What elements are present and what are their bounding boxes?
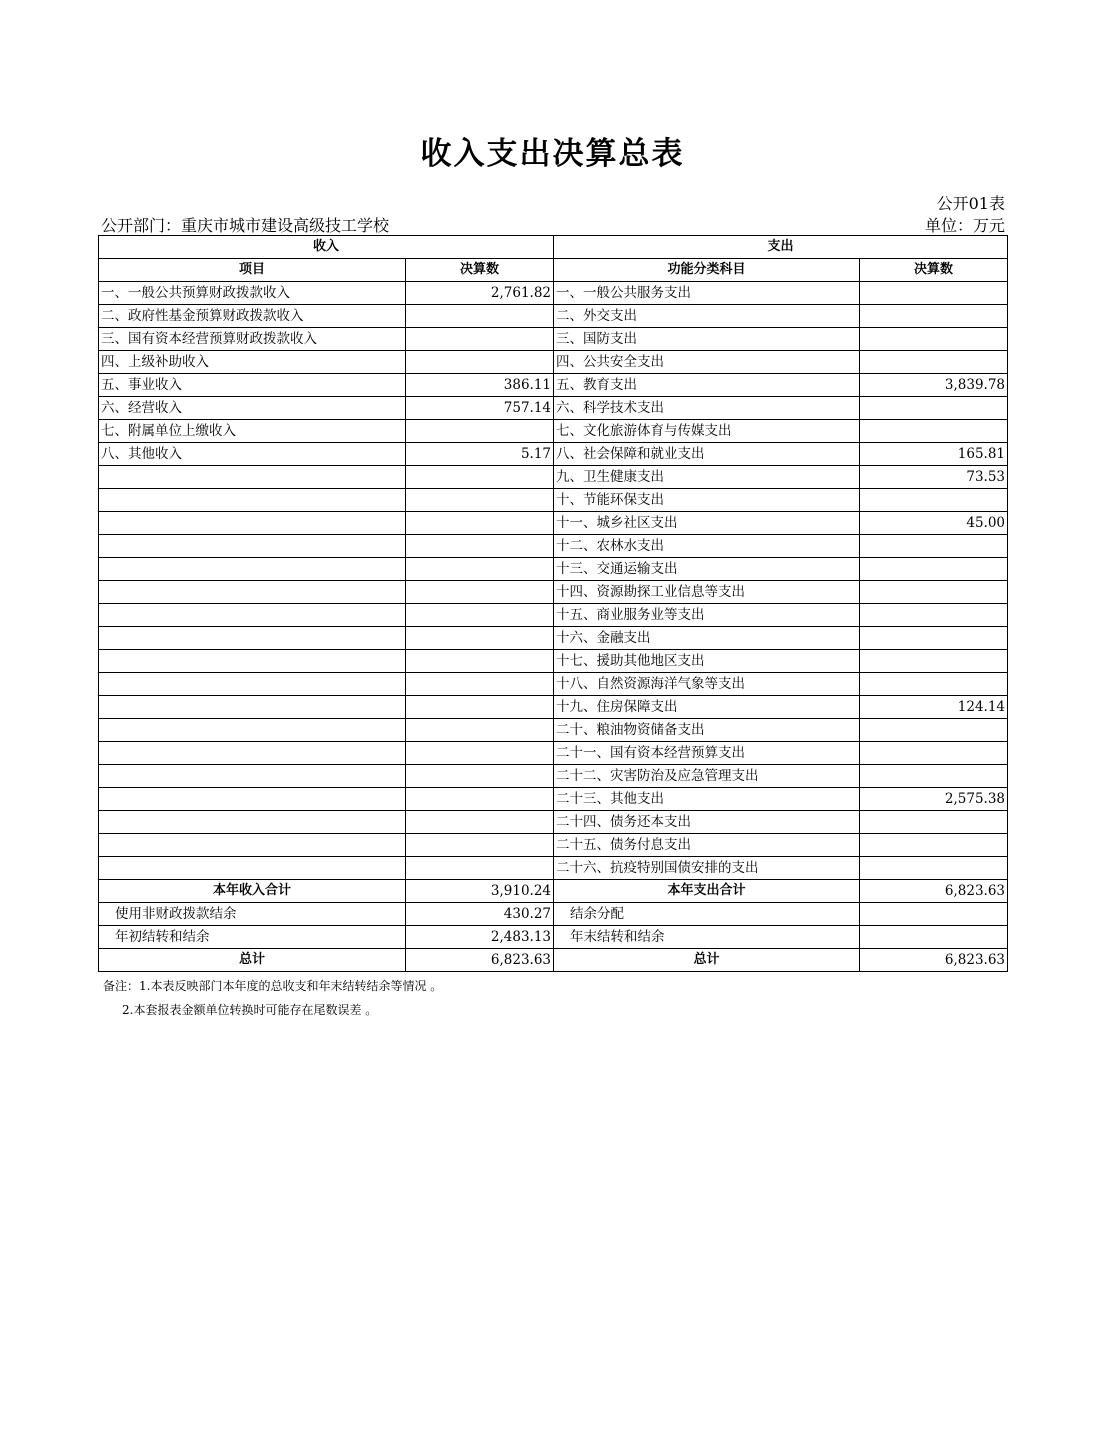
expense-amount	[860, 397, 1008, 420]
expense-amount	[860, 811, 1008, 834]
table-row	[99, 397, 1008, 420]
income-item	[99, 719, 406, 742]
table-row	[99, 535, 1008, 558]
expense-amount	[860, 351, 1008, 374]
expense-amount	[860, 765, 1008, 788]
begin-value: 2,483.13	[406, 926, 554, 949]
income-amount	[406, 581, 554, 604]
amount2-header: 决算数	[860, 259, 1008, 282]
income-amount	[406, 857, 554, 880]
expense-amount: 73.53	[860, 466, 1008, 489]
table-row	[99, 328, 1008, 351]
notes	[103, 974, 442, 1022]
expense-item: 二十三、其他支出	[554, 788, 860, 811]
expense-item: 十一、城乡社区支出	[554, 512, 860, 535]
table-row	[99, 604, 1008, 627]
expense-amount: 165.81	[860, 443, 1008, 466]
income-item	[99, 742, 406, 765]
table-row	[99, 466, 1008, 489]
income-header: 收入	[99, 236, 554, 259]
income-amount	[406, 558, 554, 581]
table-row	[99, 811, 1008, 834]
expense-item: 十八、自然资源海洋气象等支出	[554, 673, 860, 696]
expense-item: 二十一、国有资本经营预算支出	[554, 742, 860, 765]
note-1: 备注：1.本表反映部门本年度的总收支和年末结转结余等情况 。	[103, 979, 443, 993]
table-row	[99, 581, 1008, 604]
unit-label: 单位：万元	[924, 216, 1005, 235]
income-item	[99, 535, 406, 558]
expense-item: 六、科学技术支出	[554, 397, 860, 420]
expense-amount	[860, 420, 1008, 443]
expense-amount: 2,575.38	[860, 788, 1008, 811]
total-out-value: 6,823.63	[860, 949, 1008, 972]
income-amount	[406, 696, 554, 719]
expense-amount	[860, 742, 1008, 765]
income-amount	[406, 834, 554, 857]
expense-item: 十七、援助其他地区支出	[554, 650, 860, 673]
income-item	[99, 650, 406, 673]
table-row	[99, 765, 1008, 788]
table-row	[99, 420, 1008, 443]
income-item: 八、其他收入	[99, 443, 406, 466]
income-amount: 757.14	[406, 397, 554, 420]
income-amount	[406, 765, 554, 788]
nonfiscal-value: 430.27	[406, 903, 554, 926]
income-amount	[406, 719, 554, 742]
income-item	[99, 627, 406, 650]
budget-table	[98, 235, 1008, 972]
expense-amount	[860, 558, 1008, 581]
expense-item: 二十五、债务付息支出	[554, 834, 860, 857]
income-item	[99, 811, 406, 834]
func-item-header: 功能分类科目	[554, 259, 860, 282]
expense-item: 五、教育支出	[554, 374, 860, 397]
year-expense-label: 本年支出合计	[554, 880, 860, 903]
expense-item: 十六、金融支出	[554, 627, 860, 650]
expense-amount: 124.14	[860, 696, 1008, 719]
table-row	[99, 351, 1008, 374]
end-value	[860, 926, 1008, 949]
grand-total-row	[99, 949, 1008, 972]
income-item	[99, 857, 406, 880]
income-item: 一、一般公共预算财政拨款收入	[99, 282, 406, 305]
expense-item: 四、公共安全支出	[554, 351, 860, 374]
page-title: 收入支出决算总表	[420, 136, 685, 172]
income-amount	[406, 351, 554, 374]
expense-amount	[860, 834, 1008, 857]
expense-item: 二十四、债务还本支出	[554, 811, 860, 834]
income-amount	[406, 305, 554, 328]
income-item: 六、经营收入	[99, 397, 406, 420]
income-item	[99, 581, 406, 604]
income-item	[99, 788, 406, 811]
income-amount	[406, 489, 554, 512]
income-amount	[406, 811, 554, 834]
begin-label: 年初结转和结余	[99, 926, 406, 949]
income-item	[99, 466, 406, 489]
income-item	[99, 765, 406, 788]
expense-amount	[860, 604, 1008, 627]
table-row	[99, 696, 1008, 719]
table-row	[99, 558, 1008, 581]
table-row	[99, 282, 1008, 305]
expense-header: 支出	[554, 236, 1008, 259]
income-item	[99, 489, 406, 512]
expense-item: 二十、粮油物资储备支出	[554, 719, 860, 742]
income-amount	[406, 627, 554, 650]
form-number: 公开01表	[936, 194, 1005, 213]
table-row	[99, 305, 1008, 328]
total-in-label: 总计	[99, 949, 406, 972]
table-row	[99, 673, 1008, 696]
income-amount	[406, 535, 554, 558]
expense-amount	[860, 857, 1008, 880]
expense-item: 二十二、灾害防治及应急管理支出	[554, 765, 860, 788]
income-amount: 386.11	[406, 374, 554, 397]
income-item	[99, 834, 406, 857]
expense-item: 十九、住房保障支出	[554, 696, 860, 719]
income-item: 四、上级补助收入	[99, 351, 406, 374]
table-row	[99, 834, 1008, 857]
income-amount	[406, 512, 554, 535]
expense-amount	[860, 305, 1008, 328]
income-item	[99, 673, 406, 696]
end-label: 年末结转和结余	[554, 926, 860, 949]
expense-item: 二十六、抗疫特别国债安排的支出	[554, 857, 860, 880]
income-item	[99, 696, 406, 719]
expense-item: 十三、交通运输支出	[554, 558, 860, 581]
amount-header: 决算数	[406, 259, 554, 282]
table-row	[99, 857, 1008, 880]
expense-amount: 3,839.78	[860, 374, 1008, 397]
expense-amount	[860, 627, 1008, 650]
table-row	[99, 374, 1008, 397]
income-item	[99, 604, 406, 627]
table-row	[99, 719, 1008, 742]
expense-item: 三、国防支出	[554, 328, 860, 351]
expense-amount: 45.00	[860, 512, 1008, 535]
table-row	[99, 489, 1008, 512]
surplus-dist-value	[860, 903, 1008, 926]
table-row	[99, 512, 1008, 535]
income-amount	[406, 328, 554, 351]
expense-item: 十、节能环保支出	[554, 489, 860, 512]
income-amount: 2,761.82	[406, 282, 554, 305]
expense-item: 七、文化旅游体育与传媒支出	[554, 420, 860, 443]
income-item	[99, 558, 406, 581]
table-row	[99, 443, 1008, 466]
expense-item: 九、卫生健康支出	[554, 466, 860, 489]
expense-amount	[860, 282, 1008, 305]
nonfiscal-label: 使用非财政拨款结余	[99, 903, 406, 926]
expense-amount	[860, 489, 1008, 512]
expense-item: 八、社会保障和就业支出	[554, 443, 860, 466]
income-item: 七、附属单位上缴收入	[99, 420, 406, 443]
income-item: 三、国有资本经营预算财政拨款收入	[99, 328, 406, 351]
expense-amount	[860, 581, 1008, 604]
income-amount	[406, 604, 554, 627]
note-2: 2.本套报表金额单位转换时可能存在尾数误差 。	[122, 1003, 378, 1017]
surplus-dist-label: 结余分配	[554, 903, 860, 926]
income-amount	[406, 673, 554, 696]
expense-item: 十二、农林水支出	[554, 535, 860, 558]
total-out-label: 总计	[554, 949, 860, 972]
income-amount	[406, 420, 554, 443]
department-label: 公开部门：重庆市城市建设高级技工学校	[101, 216, 390, 235]
expense-item: 二、外交支出	[554, 305, 860, 328]
table-row	[99, 650, 1008, 673]
expense-amount	[860, 719, 1008, 742]
expense-amount	[860, 535, 1008, 558]
income-item: 五、事业收入	[99, 374, 406, 397]
table-row	[99, 742, 1008, 765]
income-amount	[406, 788, 554, 811]
income-amount	[406, 650, 554, 673]
year-income-value: 3,910.24	[406, 880, 554, 903]
expense-amount	[860, 328, 1008, 351]
year-income-label: 本年收入合计	[99, 880, 406, 903]
expense-item: 一、一般公共服务支出	[554, 282, 860, 305]
item-header: 项目	[99, 259, 406, 282]
expense-amount	[860, 650, 1008, 673]
expense-item: 十五、商业服务业等支出	[554, 604, 860, 627]
table-body	[99, 282, 1008, 880]
table-row	[99, 627, 1008, 650]
nonfiscal-row	[99, 903, 1008, 926]
total-in-value: 6,823.63	[406, 949, 554, 972]
income-amount	[406, 742, 554, 765]
expense-item: 十四、资源勘探工业信息等支出	[554, 581, 860, 604]
income-item: 二、政府性基金预算财政拨款收入	[99, 305, 406, 328]
income-amount	[406, 466, 554, 489]
income-amount: 5.17	[406, 443, 554, 466]
income-item	[99, 512, 406, 535]
expense-amount	[860, 673, 1008, 696]
year-total-row	[99, 880, 1008, 903]
carryover-row	[99, 926, 1008, 949]
year-expense-value: 6,823.63	[860, 880, 1008, 903]
table-row	[99, 788, 1008, 811]
